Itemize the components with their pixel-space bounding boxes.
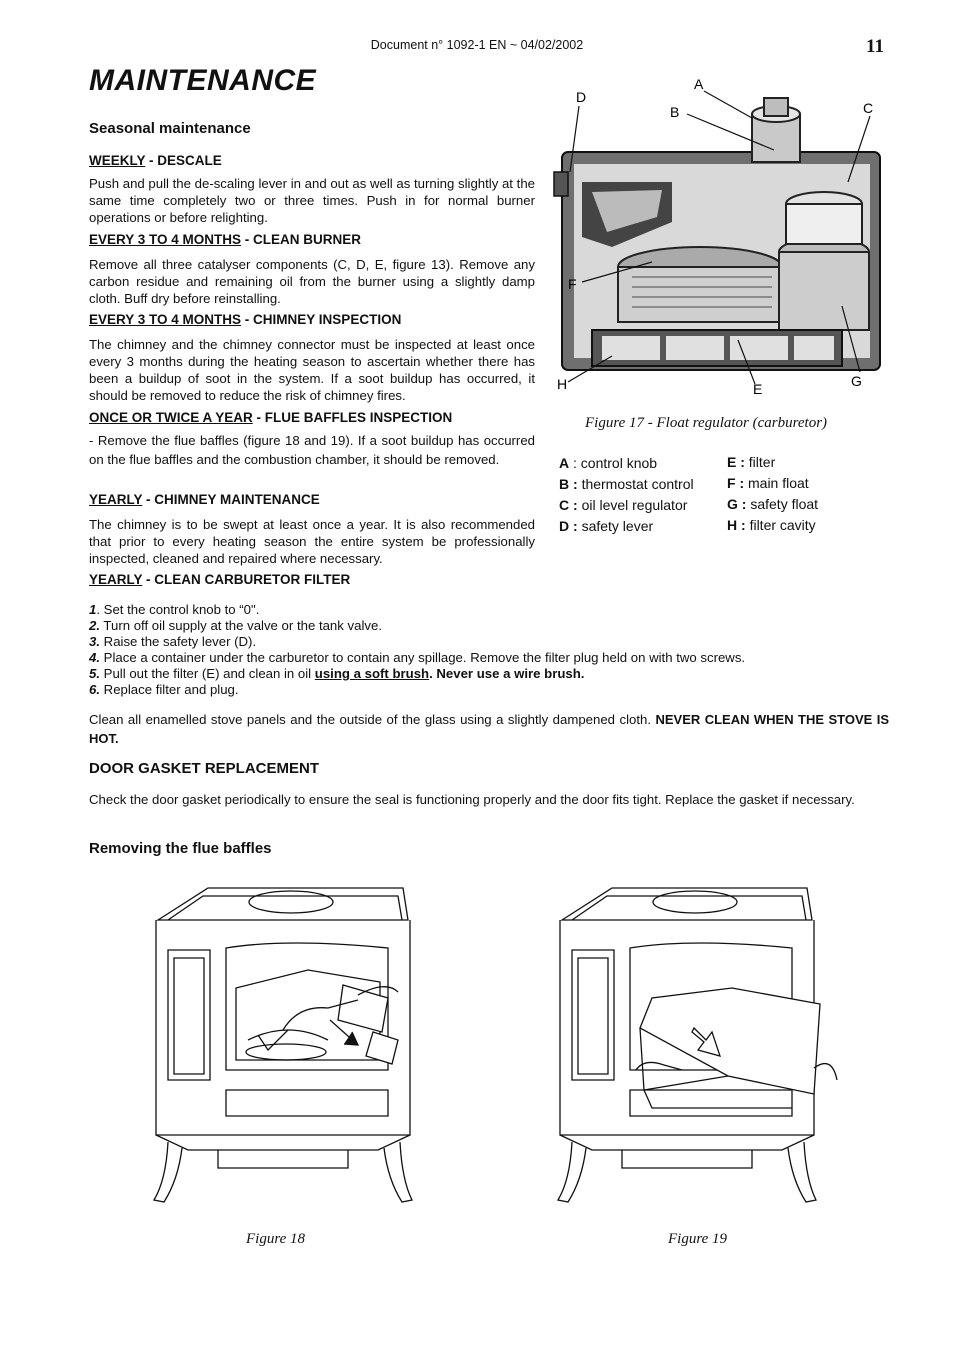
chimney-maintenance-subheading: YEARLY - CHIMNEY MAINTENANCE — [89, 492, 320, 507]
list-item: 4. Place a container under the carburetor to contain any spillage. Remove the filter plug held on with two screws. — [89, 650, 746, 665]
callout-g: G — [851, 373, 862, 389]
chimney-inspection-text: The chimney and the chimney connector must be inspected at least once every 3 months during the heating season to ascertain whether there has been a buildup of soot in the system. If a soot buildup has occurred, it should be removed to reduce the risk of chimney fires. — [89, 337, 535, 403]
callout-h: H — [557, 376, 568, 392]
baffles-heading: Removing the flue baffles — [89, 840, 272, 857]
figure-17-caption: Figure 17 - Float regulator (carburetor) — [585, 415, 828, 431]
legend-item: A : control knob — [559, 455, 658, 471]
callout-d: D — [576, 89, 587, 105]
legend-item: H : filter cavity — [727, 517, 816, 533]
callout-a: A — [694, 76, 704, 92]
legend-item: E : filter — [727, 454, 776, 470]
gasket-text: Check the door gasket periodically to ensure the seal is functioning properly and the door fits tight. Replace the gasket if necessary. — [89, 792, 855, 807]
legend-item: G : safety float — [727, 496, 819, 512]
figure-17-legend-left — [559, 453, 694, 537]
callout-b: B — [670, 104, 680, 120]
figure-17-carburetor-illustration — [552, 72, 892, 402]
chimney-maintenance-text: The chimney is to be swept at least once a year. It is also recommended that prior to every heating season the entire system be professionally inspected, cleaned and repaired where necessary. — [89, 517, 535, 566]
filter-steps-list — [89, 602, 889, 698]
figure-17-legend-right — [727, 452, 818, 536]
legend-item: D : safety lever — [559, 518, 654, 534]
seasonal-heading: Seasonal maintenance — [89, 120, 251, 137]
callout-f: F — [568, 276, 577, 292]
weekly-text: Push and pull the de-scaling lever in and out as well as turning slightly at the same time completely two or three times. Push in for normal burner operations or before relighting. — [89, 176, 535, 225]
document-reference: Document n° 1092-1 EN ~ 04/02/2002 — [370, 38, 584, 52]
flue-text: - Remove the flue baffles (figure 18 and 19). If a soot buildup has occurred on the flue baffles and the combustion chamber, it should be removed. — [89, 433, 535, 467]
page-title: MAINTENANCE — [89, 64, 317, 97]
list-item: 6. Replace filter and plug. — [89, 682, 239, 697]
list-item: 3. Raise the safety lever (D). — [89, 634, 257, 649]
chimney-inspection-subheading: EVERY 3 TO 4 MONTHS - CHIMNEY INSPECTION — [89, 312, 402, 327]
burner-subheading: EVERY 3 TO 4 MONTHS - CLEAN BURNER — [89, 232, 362, 247]
weekly-subheading: WEEKLY - DESCALE — [89, 153, 222, 168]
callout-e: E — [753, 381, 763, 397]
list-item: 5. Pull out the filter (E) and clean in oil using a soft brush. Never use a wire brush. — [89, 666, 585, 681]
list-item: 1. Set the control knob to “0". — [89, 602, 260, 617]
figure-19-caption: Figure 19 — [668, 1231, 728, 1247]
page-number: 11 — [866, 36, 884, 57]
callout-c: C — [863, 100, 874, 116]
legend-item: C : oil level regulator — [559, 497, 688, 513]
figure-18-stove-illustration — [148, 880, 428, 1212]
figure-19-stove-illustration — [552, 880, 852, 1212]
filter-subheading: YEARLY - CLEAN CARBURETOR FILTER — [89, 572, 351, 587]
gasket-heading: DOOR GASKET REPLACEMENT — [89, 760, 320, 777]
legend-item: B : thermostat control — [559, 476, 694, 492]
enamel-cleaning-text: Clean all enamelled stove panels and the outside of the glass using a slightly dampened cloth. NEVER CLEAN WHEN THE STOVE IS HOT. — [89, 712, 889, 746]
burner-text: Remove all three catalyser components (C, D, E, figure 13). Remove any carbon residue and remaining oil from the burner using a slightly damp cloth. Buff dry before reinstalling. — [89, 257, 535, 306]
list-item: 2. Turn off oil supply at the valve or the tank valve. — [89, 618, 382, 633]
flue-subheading: ONCE OR TWICE A YEAR - FLUE BAFFLES INSPECTION — [89, 410, 453, 425]
legend-item: F : main float — [727, 475, 809, 491]
figure-18-caption: Figure 18 — [246, 1231, 306, 1247]
